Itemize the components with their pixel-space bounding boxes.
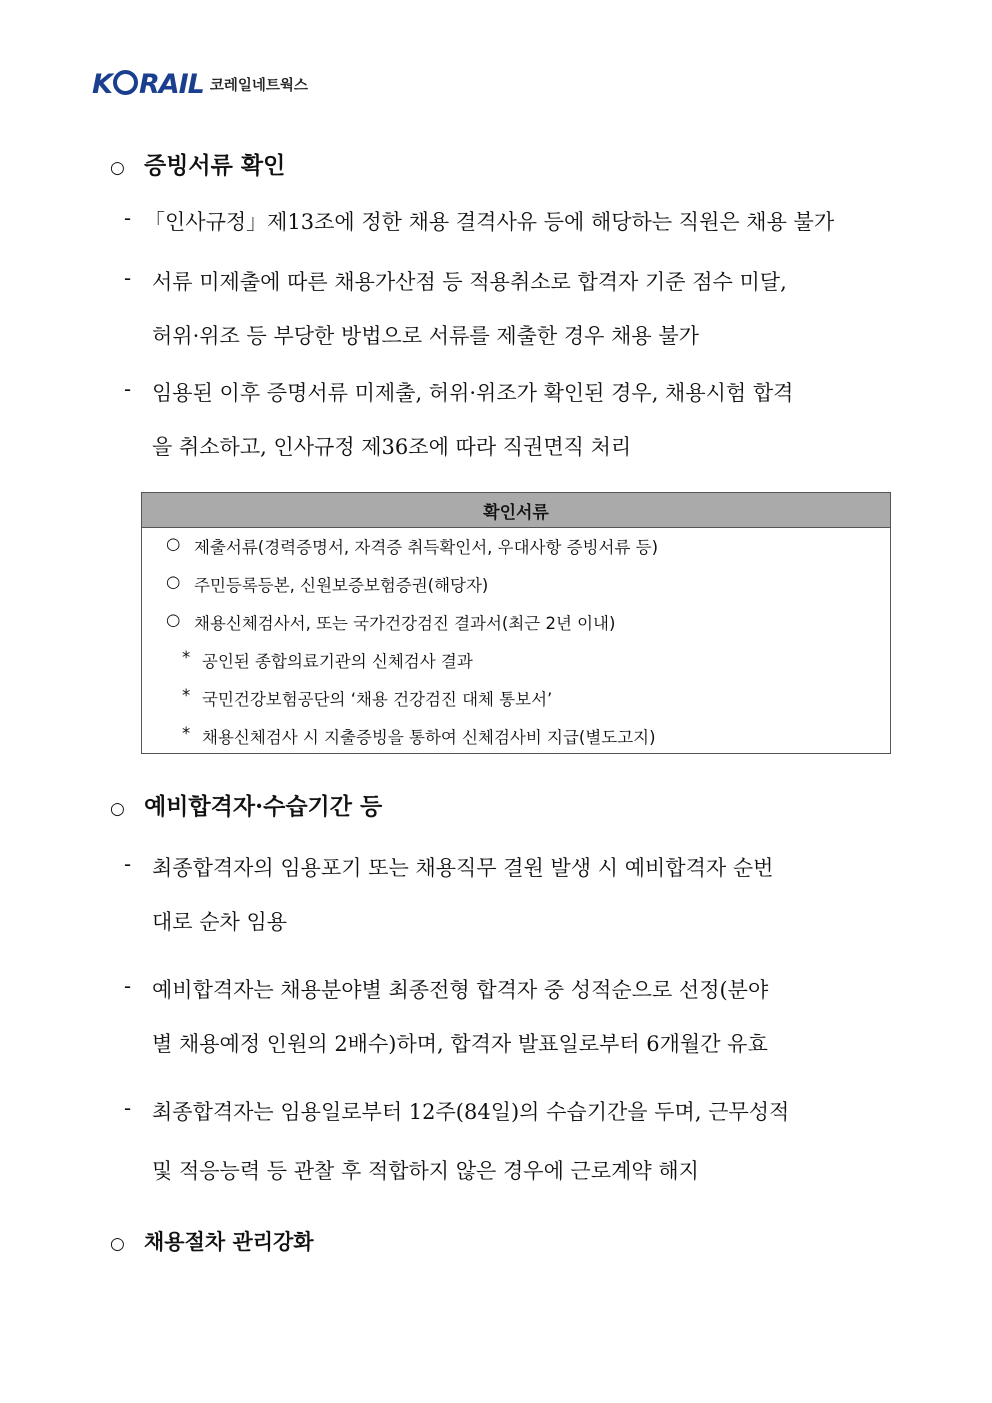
item-line: 서류 미제출에 따른 채용가산점 등 적용취소로 합격자 기준 점수 미달,: [152, 270, 787, 294]
section-heading: [110, 788, 382, 821]
row-marker: ○: [166, 572, 181, 591]
row-text: 국민건강보험공단의 ‘채용 건강검진 대체 통보서’: [202, 690, 553, 709]
row-text: 채용신체검사서, 또는 국가건강검진 결과서(최근 2년 이내): [194, 614, 616, 633]
box-row: [182, 686, 552, 710]
row-marker: *: [182, 724, 191, 743]
item-line: 별 채용예정 인원의 2배수)하며, 합격자 발표일로부터 6개월간 유효: [152, 1032, 768, 1056]
item-line: 허위·위조 등 부당한 방법으로 서류를 제출한 경우 채용 불가: [152, 324, 699, 348]
section-bullet: ○: [110, 1234, 125, 1254]
section-bullet: ○: [110, 158, 125, 178]
item-line: 예비합격자는 채용분야별 최종전형 합격자 중 성적순으로 선정(분야: [152, 978, 769, 1002]
logo-ring-icon: [113, 70, 138, 95]
box-row: [182, 724, 656, 748]
row-text: 채용신체검사 시 지출증빙을 통하여 신체검사비 지급(별도고지): [202, 728, 656, 747]
row-text: 제출서류(경력증명서, 자격증 취득확인서, 우대사항 증빙서류 등): [194, 538, 659, 557]
row-marker: *: [182, 648, 191, 667]
item-line: 및 적응능력 등 관찰 후 적합하지 않은 경우에 근로계약 해지: [152, 1159, 699, 1183]
box-title: 확인서류: [142, 493, 890, 528]
item-line: 최종합격자의 임용포기 또는 채용직무 결원 발생 시 예비합격자 순번: [152, 856, 774, 880]
row-marker: *: [182, 686, 191, 705]
logo-subtitle: 코레일네트웍스: [209, 77, 308, 94]
item-dash: -: [124, 206, 132, 230]
item-line: 임용된 이후 증명서류 미제출, 허위·위조가 확인된 경우, 채용시험 합격: [152, 381, 794, 405]
section-heading: [110, 147, 285, 180]
box-row: [166, 534, 658, 558]
box-row: [166, 610, 615, 634]
item-dash: -: [124, 1096, 132, 1120]
item-line: 최종합격자는 임용일로부터 12주(84일)의 수습기간을 두며, 근무성적: [152, 1100, 790, 1124]
row-marker: ○: [166, 610, 181, 629]
logo-wordmark: K RAIL: [92, 69, 204, 100]
box-row: [166, 572, 488, 596]
section-bullet: ○: [110, 799, 125, 819]
item-dash: -: [124, 852, 132, 876]
item-dash: -: [124, 377, 132, 401]
section-title: 예비합격자·수습기간 등: [144, 793, 383, 820]
box-row: [182, 648, 473, 672]
row-marker: ○: [166, 534, 181, 553]
item-dash: -: [124, 974, 132, 998]
item-line: 대로 순차 임용: [152, 910, 288, 934]
section-heading: [110, 1226, 314, 1256]
row-text: 공인된 종합의료기관의 신체검사 결과: [202, 652, 473, 671]
item-line: 「인사규정」제13조에 정한 채용 결격사유 등에 해당하는 직원은 채용 불가: [144, 210, 835, 234]
required-documents-box: [141, 492, 891, 754]
item-line: 을 취소하고, 인사규정 제36조에 따라 직권면직 처리: [152, 435, 632, 459]
section-title: 증빙서류 확인: [144, 152, 286, 179]
item-dash: -: [124, 266, 132, 290]
korail-logo: [92, 68, 308, 100]
section-title: 채용절차 관리강화: [144, 1229, 314, 1254]
row-text: 주민등록등본, 신원보증보험증권(해당자): [194, 576, 489, 595]
